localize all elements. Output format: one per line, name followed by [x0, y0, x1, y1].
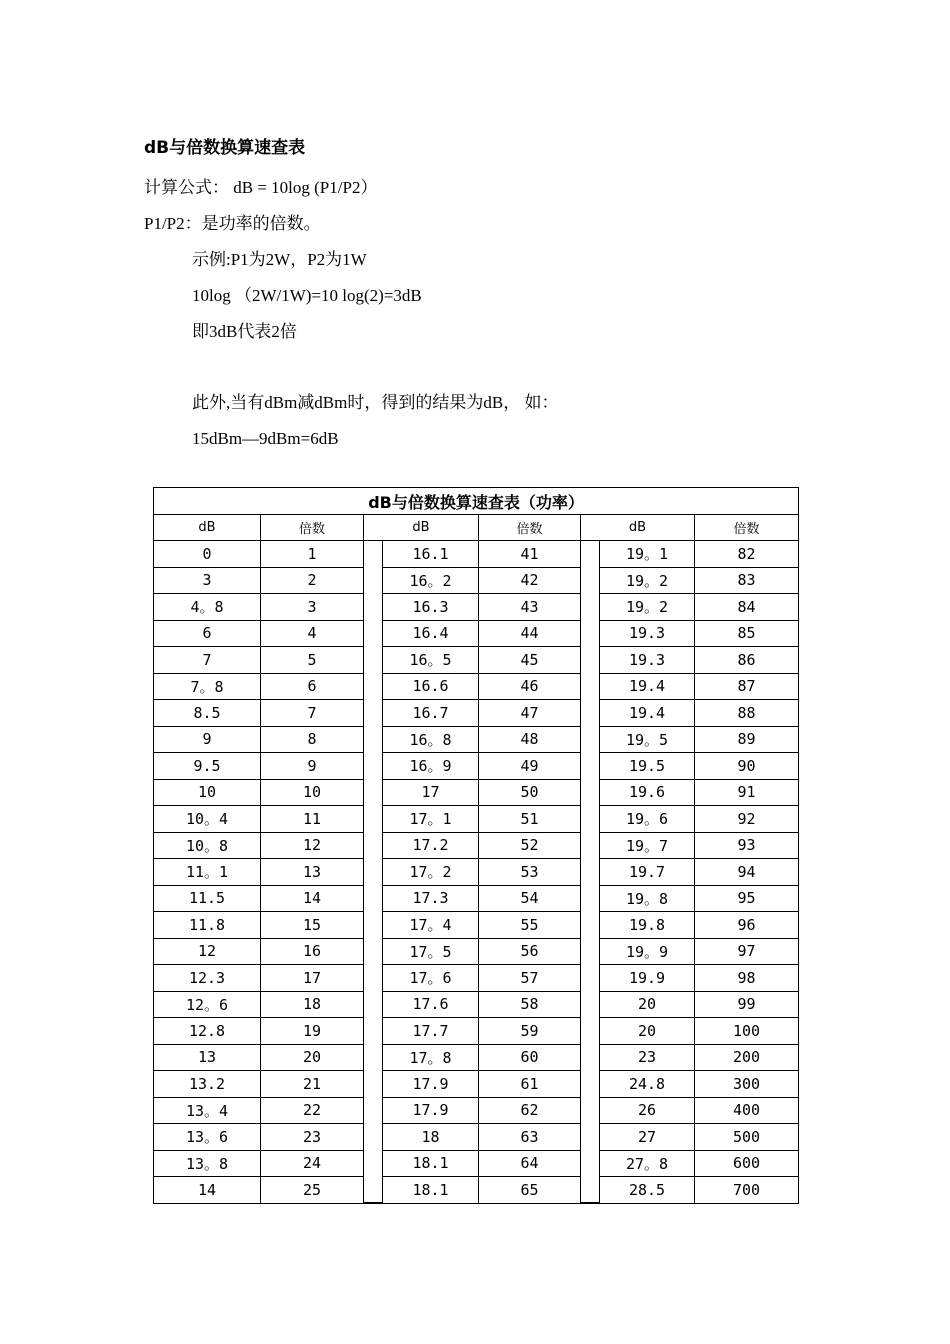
db-cell: 17.7	[383, 1018, 479, 1045]
db-cell: 3	[154, 567, 261, 594]
column-separator	[581, 567, 600, 594]
column-separator	[364, 1097, 383, 1124]
column-separator	[364, 1018, 383, 1045]
db-cell: 19.9	[600, 965, 695, 992]
multiple-cell: 96	[695, 912, 799, 939]
column-separator	[364, 700, 383, 727]
column-separator	[364, 859, 383, 886]
multiple-cell: 92	[695, 806, 799, 833]
column-separator	[364, 620, 383, 647]
column-separator	[364, 991, 383, 1018]
db-cell: 19。8	[600, 885, 695, 912]
column-separator	[364, 541, 383, 568]
multiple-cell: 100	[695, 1018, 799, 1045]
db-cell: 12。6	[154, 991, 261, 1018]
db-cell: 13。8	[154, 1150, 261, 1177]
column-separator	[581, 1018, 600, 1045]
column-separator	[364, 1071, 383, 1098]
multiple-cell: 94	[695, 859, 799, 886]
conversion-table	[153, 487, 799, 1204]
db-cell: 19。9	[600, 938, 695, 965]
column-separator	[581, 647, 600, 674]
meaning-line: 即3dB代表2倍	[192, 322, 297, 341]
multiple-cell: 65	[479, 1177, 581, 1204]
column-separator	[364, 567, 383, 594]
column-separator	[581, 991, 600, 1018]
db-cell: 17。4	[383, 912, 479, 939]
column-separator	[364, 726, 383, 753]
db-cell: 17.3	[383, 885, 479, 912]
db-cell: 9.5	[154, 753, 261, 780]
column-separator	[364, 965, 383, 992]
multiple-cell: 91	[695, 779, 799, 806]
table-row	[154, 541, 799, 568]
db-cell: 0	[154, 541, 261, 568]
document-heading: dB与倍数换算速查表	[144, 138, 306, 158]
table-row	[154, 832, 799, 859]
multiple-cell: 41	[479, 541, 581, 568]
column-separator	[581, 726, 600, 753]
db-cell: 13。4	[154, 1097, 261, 1124]
formula-line: 计算公式： dB = 10log (P1/P2）	[144, 178, 378, 197]
column-separator	[581, 673, 600, 700]
db-cell: 18	[383, 1124, 479, 1151]
multiple-cell: 5	[261, 647, 364, 674]
dbm-note-line: 此外,当有dBm减dBm时，得到的结果为dB， 如：	[192, 393, 559, 412]
db-cell: 11。1	[154, 859, 261, 886]
multiple-cell: 42	[479, 567, 581, 594]
column-separator	[364, 647, 383, 674]
table-row	[154, 1124, 799, 1151]
db-cell: 16.3	[383, 594, 479, 621]
column-separator	[581, 938, 600, 965]
ratio-line: P1/P2：是功率的倍数。	[144, 214, 321, 233]
multiple-cell: 55	[479, 912, 581, 939]
calc-line: 10log （2W/1W)=10 log(2)=3dB	[192, 286, 422, 305]
multiple-cell: 19	[261, 1018, 364, 1045]
db-cell: 28.5	[600, 1177, 695, 1204]
db-cell: 7。8	[154, 673, 261, 700]
header-db-3: dB	[581, 515, 695, 541]
multiple-cell: 93	[695, 832, 799, 859]
db-cell: 16.6	[383, 673, 479, 700]
table-row	[154, 753, 799, 780]
multiple-cell: 3	[261, 594, 364, 621]
db-cell: 19.7	[600, 859, 695, 886]
column-separator	[364, 753, 383, 780]
multiple-cell: 89	[695, 726, 799, 753]
multiple-cell: 44	[479, 620, 581, 647]
table-row	[154, 1150, 799, 1177]
multiple-cell: 61	[479, 1071, 581, 1098]
multiple-cell: 62	[479, 1097, 581, 1124]
db-cell: 16。9	[383, 753, 479, 780]
db-cell: 9	[154, 726, 261, 753]
table-row	[154, 1044, 799, 1071]
column-separator	[581, 779, 600, 806]
multiple-cell: 97	[695, 938, 799, 965]
db-cell: 19。5	[600, 726, 695, 753]
db-cell: 6	[154, 620, 261, 647]
db-cell: 19.4	[600, 700, 695, 727]
multiple-cell: 57	[479, 965, 581, 992]
multiple-cell: 87	[695, 673, 799, 700]
table-row	[154, 567, 799, 594]
db-cell: 17.6	[383, 991, 479, 1018]
multiple-cell: 12	[261, 832, 364, 859]
multiple-cell: 52	[479, 832, 581, 859]
column-separator	[581, 912, 600, 939]
column-separator	[581, 594, 600, 621]
db-cell: 17。8	[383, 1044, 479, 1071]
column-separator	[581, 1097, 600, 1124]
table-row	[154, 647, 799, 674]
multiple-cell: 86	[695, 647, 799, 674]
column-separator	[364, 594, 383, 621]
multiple-cell: 600	[695, 1150, 799, 1177]
db-cell: 19.6	[600, 779, 695, 806]
db-cell: 18.1	[383, 1177, 479, 1204]
multiple-cell: 11	[261, 806, 364, 833]
db-cell: 16.1	[383, 541, 479, 568]
column-separator	[364, 1044, 383, 1071]
multiple-cell: 46	[479, 673, 581, 700]
db-cell: 16.7	[383, 700, 479, 727]
multiple-cell: 400	[695, 1097, 799, 1124]
db-cell: 19.3	[600, 620, 695, 647]
table-row	[154, 1177, 799, 1204]
multiple-cell: 20	[261, 1044, 364, 1071]
table-row	[154, 700, 799, 727]
table-row	[154, 1018, 799, 1045]
multiple-cell: 7	[261, 700, 364, 727]
db-cell: 12.3	[154, 965, 261, 992]
header-multiple-1: 倍数	[261, 515, 364, 541]
multiple-cell: 23	[261, 1124, 364, 1151]
db-cell: 19.5	[600, 753, 695, 780]
column-separator	[581, 753, 600, 780]
multiple-cell: 21	[261, 1071, 364, 1098]
db-cell: 16。8	[383, 726, 479, 753]
column-separator	[581, 1177, 600, 1204]
column-separator	[581, 1071, 600, 1098]
db-cell: 17。5	[383, 938, 479, 965]
multiple-cell: 22	[261, 1097, 364, 1124]
table-row	[154, 806, 799, 833]
multiple-cell: 84	[695, 594, 799, 621]
table-row	[154, 938, 799, 965]
db-cell: 16。2	[383, 567, 479, 594]
multiple-cell: 48	[479, 726, 581, 753]
multiple-cell: 58	[479, 991, 581, 1018]
multiple-cell: 24	[261, 1150, 364, 1177]
multiple-cell: 56	[479, 938, 581, 965]
table-caption: dB与倍数换算速查表（功率）	[154, 488, 799, 515]
db-cell: 10。8	[154, 832, 261, 859]
table-row	[154, 859, 799, 886]
multiple-cell: 54	[479, 885, 581, 912]
multiple-cell: 88	[695, 700, 799, 727]
table-row	[154, 965, 799, 992]
column-separator	[581, 885, 600, 912]
multiple-cell: 59	[479, 1018, 581, 1045]
column-separator	[581, 700, 600, 727]
column-separator	[364, 938, 383, 965]
column-separator	[364, 779, 383, 806]
multiple-cell: 6	[261, 673, 364, 700]
multiple-cell: 60	[479, 1044, 581, 1071]
db-cell: 16.4	[383, 620, 479, 647]
table-row	[154, 991, 799, 1018]
column-separator	[364, 1124, 383, 1151]
multiple-cell: 300	[695, 1071, 799, 1098]
multiple-cell: 1	[261, 541, 364, 568]
table-row	[154, 912, 799, 939]
table-header-row	[154, 515, 799, 541]
multiple-cell: 14	[261, 885, 364, 912]
header-db-2: dB	[364, 515, 479, 541]
header-db-1: dB	[154, 515, 261, 541]
db-cell: 7	[154, 647, 261, 674]
db-cell: 10。4	[154, 806, 261, 833]
db-cell: 11.8	[154, 912, 261, 939]
db-cell: 14	[154, 1177, 261, 1204]
db-cell: 11.5	[154, 885, 261, 912]
multiple-cell: 53	[479, 859, 581, 886]
multiple-cell: 17	[261, 965, 364, 992]
db-cell: 19.3	[600, 647, 695, 674]
db-cell: 17。6	[383, 965, 479, 992]
db-cell: 18.1	[383, 1150, 479, 1177]
multiple-cell: 99	[695, 991, 799, 1018]
multiple-cell: 9	[261, 753, 364, 780]
db-cell: 24.8	[600, 1071, 695, 1098]
multiple-cell: 13	[261, 859, 364, 886]
db-cell: 23	[600, 1044, 695, 1071]
db-cell: 27	[600, 1124, 695, 1151]
multiple-cell: 49	[479, 753, 581, 780]
column-separator	[581, 1044, 600, 1071]
db-cell: 8.5	[154, 700, 261, 727]
multiple-cell: 500	[695, 1124, 799, 1151]
db-cell: 19.8	[600, 912, 695, 939]
multiple-cell: 2	[261, 567, 364, 594]
column-separator	[581, 541, 600, 568]
db-cell: 19。1	[600, 541, 695, 568]
column-separator	[581, 806, 600, 833]
multiple-cell: 700	[695, 1177, 799, 1204]
column-separator	[364, 912, 383, 939]
multiple-cell: 82	[695, 541, 799, 568]
column-separator	[581, 859, 600, 886]
column-separator	[364, 673, 383, 700]
dbm-example-line: 15dBm—9dBm=6dB	[192, 429, 339, 448]
multiple-cell: 51	[479, 806, 581, 833]
multiple-cell: 43	[479, 594, 581, 621]
db-cell: 20	[600, 1018, 695, 1045]
multiple-cell: 95	[695, 885, 799, 912]
multiple-cell: 4	[261, 620, 364, 647]
column-separator	[364, 832, 383, 859]
table-row	[154, 673, 799, 700]
multiple-cell: 98	[695, 965, 799, 992]
column-separator	[581, 620, 600, 647]
db-cell: 10	[154, 779, 261, 806]
multiple-cell: 8	[261, 726, 364, 753]
db-cell: 19。2	[600, 594, 695, 621]
db-cell: 12.8	[154, 1018, 261, 1045]
multiple-cell: 200	[695, 1044, 799, 1071]
multiple-cell: 85	[695, 620, 799, 647]
db-cell: 19.4	[600, 673, 695, 700]
db-cell: 13.2	[154, 1071, 261, 1098]
multiple-cell: 15	[261, 912, 364, 939]
db-cell: 12	[154, 938, 261, 965]
db-cell: 17.9	[383, 1097, 479, 1124]
db-cell: 27。8	[600, 1150, 695, 1177]
column-separator	[581, 1150, 600, 1177]
multiple-cell: 10	[261, 779, 364, 806]
table-row	[154, 885, 799, 912]
table-row	[154, 1097, 799, 1124]
table-caption-row	[154, 488, 799, 515]
multiple-cell: 83	[695, 567, 799, 594]
multiple-cell: 64	[479, 1150, 581, 1177]
db-cell: 26	[600, 1097, 695, 1124]
multiple-cell: 90	[695, 753, 799, 780]
db-cell: 17.2	[383, 832, 479, 859]
db-cell: 19。6	[600, 806, 695, 833]
db-cell: 17.9	[383, 1071, 479, 1098]
column-separator	[364, 1177, 383, 1204]
db-cell: 4。8	[154, 594, 261, 621]
db-cell: 17。2	[383, 859, 479, 886]
column-separator	[581, 832, 600, 859]
table-row	[154, 1071, 799, 1098]
multiple-cell: 50	[479, 779, 581, 806]
multiple-cell: 18	[261, 991, 364, 1018]
column-separator	[581, 965, 600, 992]
db-cell: 17	[383, 779, 479, 806]
table-body	[154, 488, 799, 1204]
db-cell: 13。6	[154, 1124, 261, 1151]
table-row	[154, 779, 799, 806]
multiple-cell: 47	[479, 700, 581, 727]
table-row	[154, 620, 799, 647]
db-cell: 19。7	[600, 832, 695, 859]
header-multiple-3: 倍数	[695, 515, 799, 541]
column-separator	[581, 1124, 600, 1151]
db-cell: 19。2	[600, 567, 695, 594]
multiple-cell: 63	[479, 1124, 581, 1151]
multiple-cell: 25	[261, 1177, 364, 1204]
db-cell: 17。1	[383, 806, 479, 833]
db-cell: 16。5	[383, 647, 479, 674]
column-separator	[364, 806, 383, 833]
example-line: 示例:P1为2W，P2为1W	[192, 250, 367, 269]
db-cell: 13	[154, 1044, 261, 1071]
column-separator	[364, 885, 383, 912]
table-row	[154, 726, 799, 753]
multiple-cell: 45	[479, 647, 581, 674]
multiple-cell: 16	[261, 938, 364, 965]
table-row	[154, 594, 799, 621]
db-cell: 20	[600, 991, 695, 1018]
header-multiple-2: 倍数	[479, 515, 581, 541]
column-separator	[364, 1150, 383, 1177]
